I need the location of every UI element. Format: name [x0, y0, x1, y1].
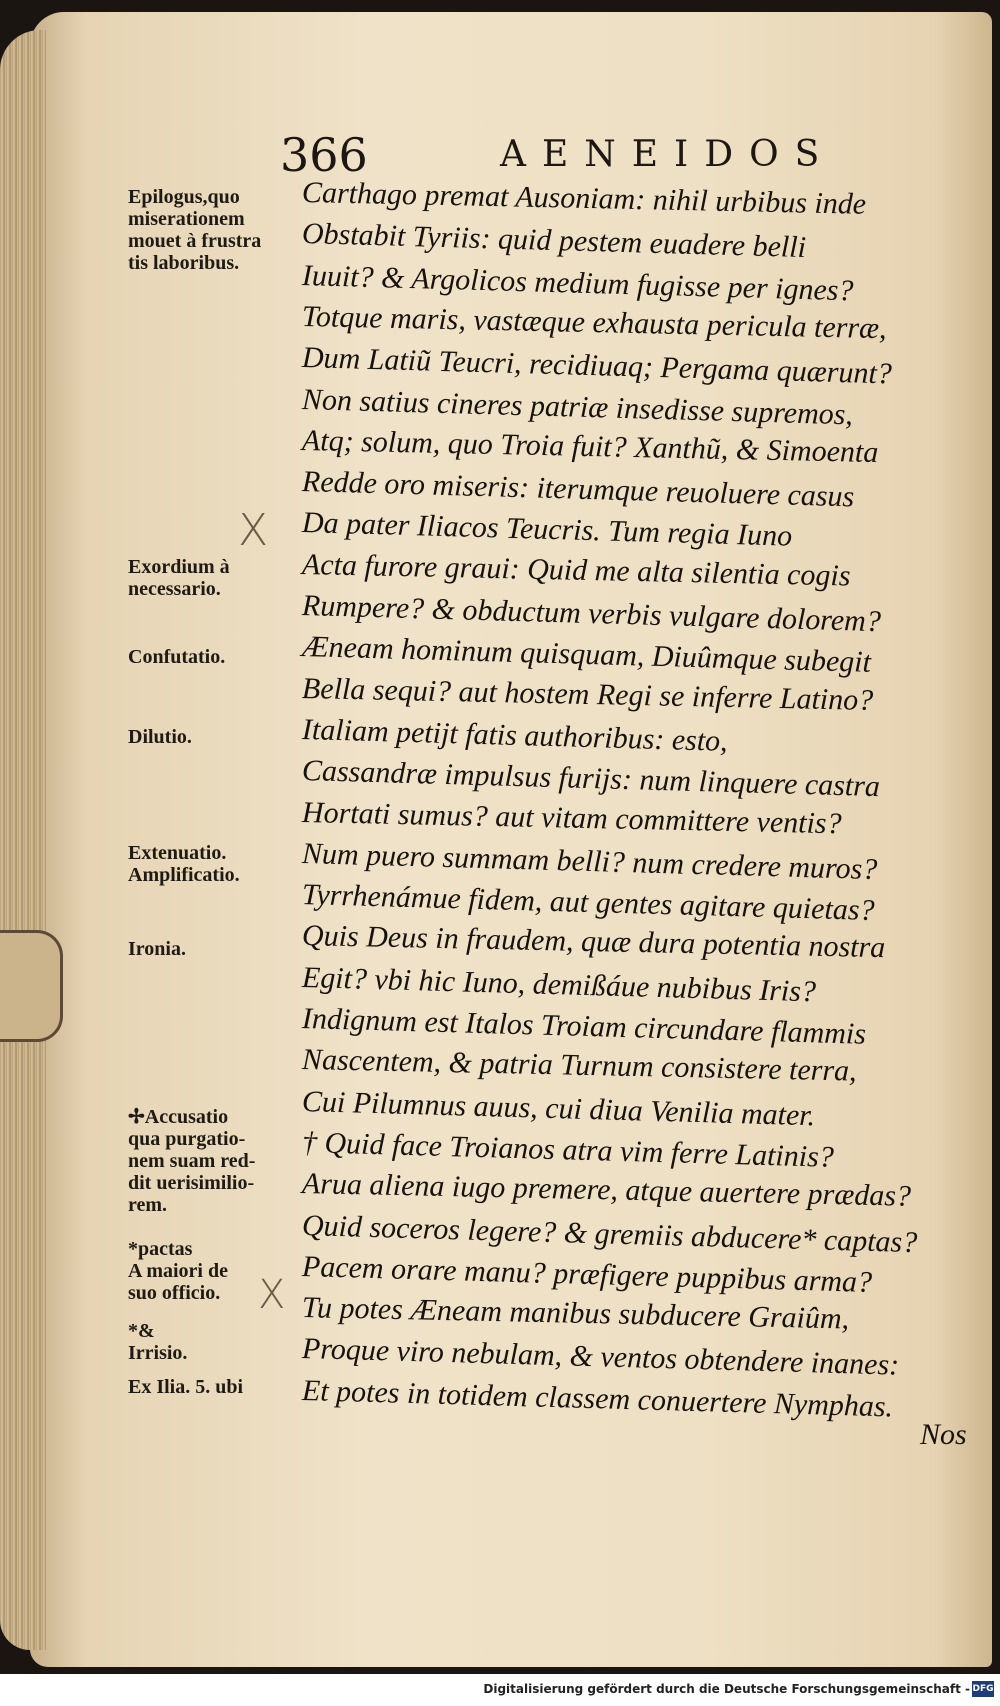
note-line: *pactas [128, 1238, 193, 1260]
verse-line: Obstabit Tyriis: quid pestem euadere belli [301, 217, 807, 265]
verse-line: Æneam hominum quisquam, Diuûmque subegit [301, 630, 872, 680]
page-edges [0, 30, 46, 1650]
verse-line: Da pater Iliacos Teucris. Tum regia Iuno [301, 506, 793, 554]
note-line: *& [128, 1320, 155, 1342]
verse-line: Acta furore graui: Quid me alta silentia cogis [301, 547, 851, 593]
verse-line: Cassandræ impulsus furijs: num linquere castra [301, 754, 881, 804]
verse-line: Iuuit? & Argolicos medium fugisse per ignes? [301, 258, 854, 307]
marginal-note [128, 1238, 228, 1304]
note-line: ✢Accusatio [128, 1106, 229, 1128]
marginal-note [128, 1376, 243, 1398]
verse-line: Arua aliena iugo premere, atque auertere prædas? [301, 1167, 912, 1213]
note-line: miserationem [128, 208, 245, 230]
note-line: nem suam red- [128, 1150, 256, 1172]
marginal-note [128, 842, 240, 886]
pencil-mark: X [258, 1272, 286, 1318]
dfg-logo: DFG [972, 1681, 994, 1697]
verse-line: Tu potes Æneam manibus subducere Graiûm, [301, 1291, 850, 1336]
verse-line: Pacem orare manu? præfigere puppibus arma? [301, 1249, 873, 1299]
verse-line: Egit? vbi hic Iuno, demißáue nubibus Iris? [301, 960, 817, 1009]
verse-line: Rumpere? & obductum verbis vulgare dolorem? [301, 589, 882, 639]
note-line: Extenuatio. [128, 842, 227, 864]
note-line: necessario. [128, 578, 221, 600]
note-line: Ironia. [128, 938, 186, 960]
note-line: rem. [128, 1194, 168, 1216]
note-line: suo officio. [128, 1282, 221, 1304]
verse-block [301, 176, 992, 1424]
marginal-note [128, 556, 230, 600]
note-line: qua purgatio- [128, 1128, 246, 1150]
verse-line: Hortati sumus? aut vitam committere ventis? [301, 795, 842, 840]
note-line: Dilutio. [128, 726, 192, 748]
note-line: tis laboribus. [128, 252, 240, 274]
note-line: Confutatio. [128, 646, 226, 668]
note-line: mouet à frustra [128, 230, 262, 252]
verse-line: Et potes in totidem classem conuertere Nymphas. [301, 1373, 894, 1424]
verse-line: Tyrrhenámue fidem, aut gentes agitare quietas? [301, 878, 875, 928]
verse-line: Totque maris, vastæque exhausta pericula terræ, [301, 299, 887, 346]
verse-line: Quid soceros legere? & gremiis abducere* captas? [301, 1208, 918, 1259]
verse-line: Indignum est Italos Troiam circundare flammis [301, 1002, 867, 1051]
book-clasp [0, 930, 63, 1042]
verse-line: Atq; solum, quo Troia fuit? Xanthũ, & Simoenta [301, 423, 879, 469]
note-line: Ex Ilia. 5. ubi [128, 1376, 244, 1398]
verse-line: Nascentem, & patria Turnum consistere terra, [301, 1043, 857, 1088]
pencil-mark: X [238, 505, 269, 556]
note-line: Amplificatio. [128, 864, 240, 886]
marginal-note [128, 726, 192, 748]
marginal-notes [128, 186, 293, 1416]
verse-line: Num puero summam belli? num credere muros? [301, 836, 878, 886]
note-line: Irrisio. [128, 1342, 188, 1364]
verse-line: Proque viro nebulam, & ventos obtendere inanes: [301, 1332, 900, 1383]
marginal-note [128, 186, 261, 274]
marginal-note [128, 938, 186, 960]
marginal-note [128, 646, 225, 668]
marginal-note [128, 1106, 255, 1216]
verse-line: Non satius cineres patriæ insedisse supremos, [301, 382, 854, 431]
note-line: A maiori de [128, 1260, 228, 1282]
note-line: Epilogus,quo [128, 186, 240, 208]
verse-line: Dum Latiũ Teucri, recidiuaq; Pergama quærunt? [301, 341, 893, 391]
verse-line: Bella sequi? aut hostem Regi se inferre Latino? [301, 671, 874, 717]
footer-credit: Digitalisierung gefördert durch die Deutsche Forschungsgemeinschaft - [483, 1682, 970, 1696]
verse-line: Italiam petijt fatis authoribus: esto, [301, 712, 729, 758]
catchword: Nos [920, 1418, 967, 1451]
verse-line: Quis Deus in fraudem, quæ dura potentia nostra [301, 919, 886, 965]
running-title: AENEIDOS [500, 134, 836, 175]
verse-line: Redde oro miseris: iterumque reuoluere casus [301, 465, 855, 514]
marginal-note [128, 1320, 187, 1364]
verse-line: Carthago premat Ausoniam: nihil urbibus inde [301, 176, 867, 221]
verse-line: † Quid face Troianos atra vim ferre Latinis? [301, 1125, 835, 1174]
verse-line: Cui Pilumnus auus, cui diua Venilia mater. [301, 1084, 816, 1132]
note-line: dit uerisimilio- [128, 1172, 255, 1194]
footer [0, 1674, 1000, 1706]
folio-number: 366 [280, 128, 368, 182]
note-line: Exordium à [128, 556, 230, 578]
